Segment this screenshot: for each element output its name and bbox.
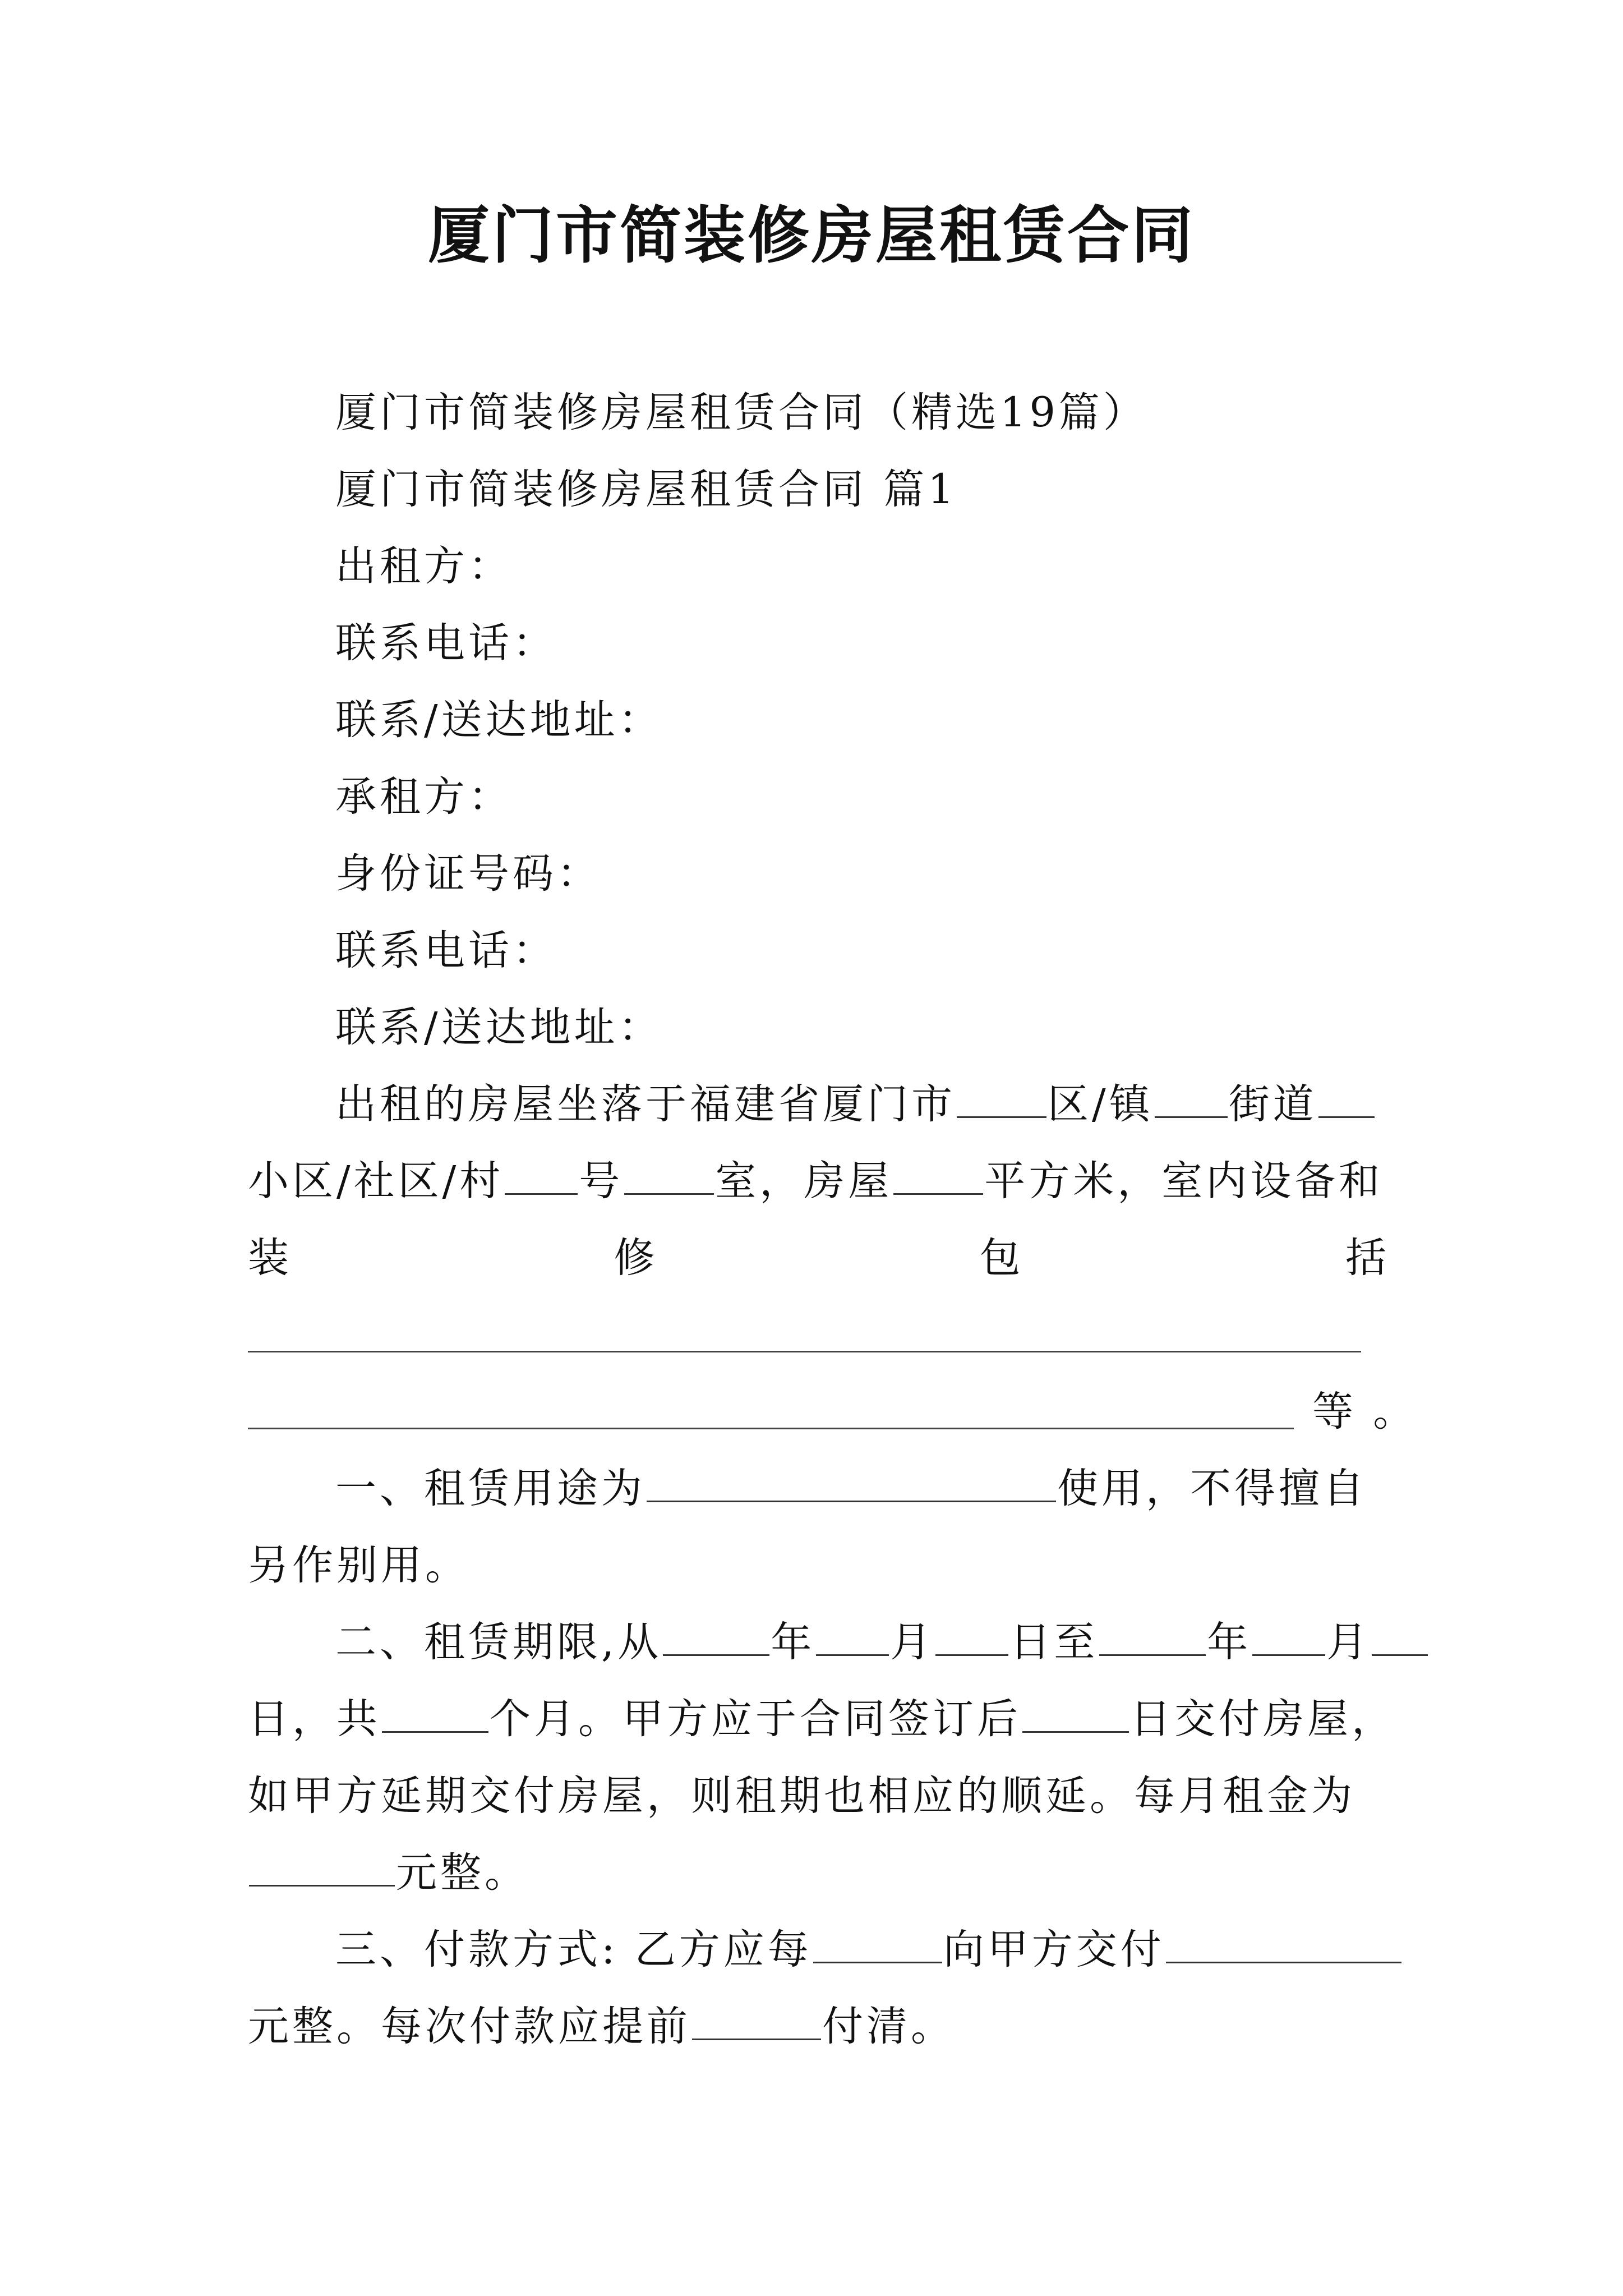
room-blank[interactable] xyxy=(624,1154,714,1195)
usage-blank[interactable] xyxy=(647,1461,1056,1502)
property-char: 装 xyxy=(248,1234,289,1282)
property-text: 平方米，室内设备和 xyxy=(984,1157,1384,1205)
lessor-address-label: 联系/送达地址： xyxy=(335,696,663,744)
property-end: 等 。 xyxy=(1312,1388,1418,1435)
lessee-label: 承租方： xyxy=(335,773,513,821)
property-text: 出租的房屋坐落于福建省厦门市 xyxy=(335,1080,956,1128)
document-title: 厦门市简装修房屋租赁合同 xyxy=(428,200,1195,272)
clause-text: 三、付款方式: 乙方应每 xyxy=(335,1926,812,1973)
document-subtitle: 厦门市简装修房屋租赁合同（精选19篇） xyxy=(335,389,1147,436)
clause2-line-1 xyxy=(335,1614,1429,1671)
start-year-blank[interactable] xyxy=(663,1615,769,1656)
clause-text: 日，共 xyxy=(248,1695,381,1743)
clause2-line-3: 如甲方延期交付房屋，则租期也相应的顺延。每月租金为 xyxy=(248,1772,1355,1820)
clause-text: 二、租赁期限,从 xyxy=(335,1618,662,1666)
delivery-days-blank[interactable] xyxy=(1022,1692,1129,1733)
property-text: 街道 xyxy=(1228,1080,1317,1128)
rent-blank[interactable] xyxy=(249,1846,395,1887)
clause3-line-2 xyxy=(248,1999,955,2055)
lessor-label: 出租方： xyxy=(335,542,513,590)
months-blank[interactable] xyxy=(382,1692,488,1733)
community-blank[interactable] xyxy=(1318,1077,1375,1118)
end-day-blank[interactable] xyxy=(1372,1615,1428,1656)
payment-period-blank[interactable] xyxy=(813,1922,942,1963)
clause3-line-1 xyxy=(335,1922,1403,1978)
section-heading: 厦门市简装修房屋租赁合同 篇1 xyxy=(335,466,957,513)
clause1-line-1 xyxy=(335,1461,1367,1517)
property-char: 包 xyxy=(979,1234,1021,1282)
property-text: 室，房屋 xyxy=(715,1157,893,1205)
advance-blank[interactable] xyxy=(692,1999,821,2040)
clause-text: 年 xyxy=(1207,1618,1252,1666)
property-char: 括 xyxy=(1345,1234,1386,1282)
clause1-line-2: 另作别用。 xyxy=(248,1542,469,1589)
clause-text: 月 xyxy=(1326,1618,1371,1666)
clause-text: 使用，不得擅自 xyxy=(1057,1465,1367,1512)
area-blank[interactable] xyxy=(893,1154,983,1195)
payment-amount-blank[interactable] xyxy=(1166,1922,1401,1963)
property-text: 小区/社区/村 xyxy=(248,1157,504,1205)
clause-text: 日交付房屋， xyxy=(1130,1695,1396,1743)
start-day-blank[interactable] xyxy=(935,1615,1008,1656)
property-text: 号 xyxy=(579,1157,624,1205)
clause-text: 年 xyxy=(771,1618,815,1666)
end-year-blank[interactable] xyxy=(1099,1615,1206,1656)
number-blank[interactable] xyxy=(505,1154,578,1195)
clause-text: 月 xyxy=(890,1618,935,1666)
equipment-blank-2[interactable] xyxy=(248,1428,1294,1429)
district-blank[interactable] xyxy=(957,1077,1046,1118)
clause-text: 元整。每次付款应提前 xyxy=(248,2003,691,2050)
equipment-blank-1[interactable] xyxy=(248,1351,1361,1352)
clause-text: 向甲方交付 xyxy=(943,1926,1165,1973)
clause-text: 日至 xyxy=(1009,1618,1099,1666)
clause-text: 个月。甲方应于合同签订后 xyxy=(490,1695,1021,1743)
property-line-3 xyxy=(248,1230,1386,1286)
street-blank[interactable] xyxy=(1155,1077,1228,1118)
start-month-blank[interactable] xyxy=(816,1615,889,1656)
lessee-id-label: 身份证号码： xyxy=(335,850,601,898)
clause-text: 一、租赁用途为 xyxy=(335,1465,645,1512)
clause2-line-4 xyxy=(248,1845,529,1901)
property-line-2 xyxy=(248,1153,1383,1209)
lessee-address-label: 联系/送达地址： xyxy=(335,1004,663,1051)
property-char: 修 xyxy=(614,1234,655,1282)
clause-text: 元整。 xyxy=(396,1849,529,1897)
property-text: 区/镇 xyxy=(1048,1080,1154,1128)
end-month-blank[interactable] xyxy=(1252,1615,1325,1656)
lessee-phone-label: 联系电话： xyxy=(335,927,557,974)
lessor-phone-label: 联系电话： xyxy=(335,619,557,667)
property-line-1 xyxy=(335,1076,1376,1133)
clause-text: 付清。 xyxy=(822,2003,955,2050)
clause2-line-2 xyxy=(248,1691,1396,1747)
